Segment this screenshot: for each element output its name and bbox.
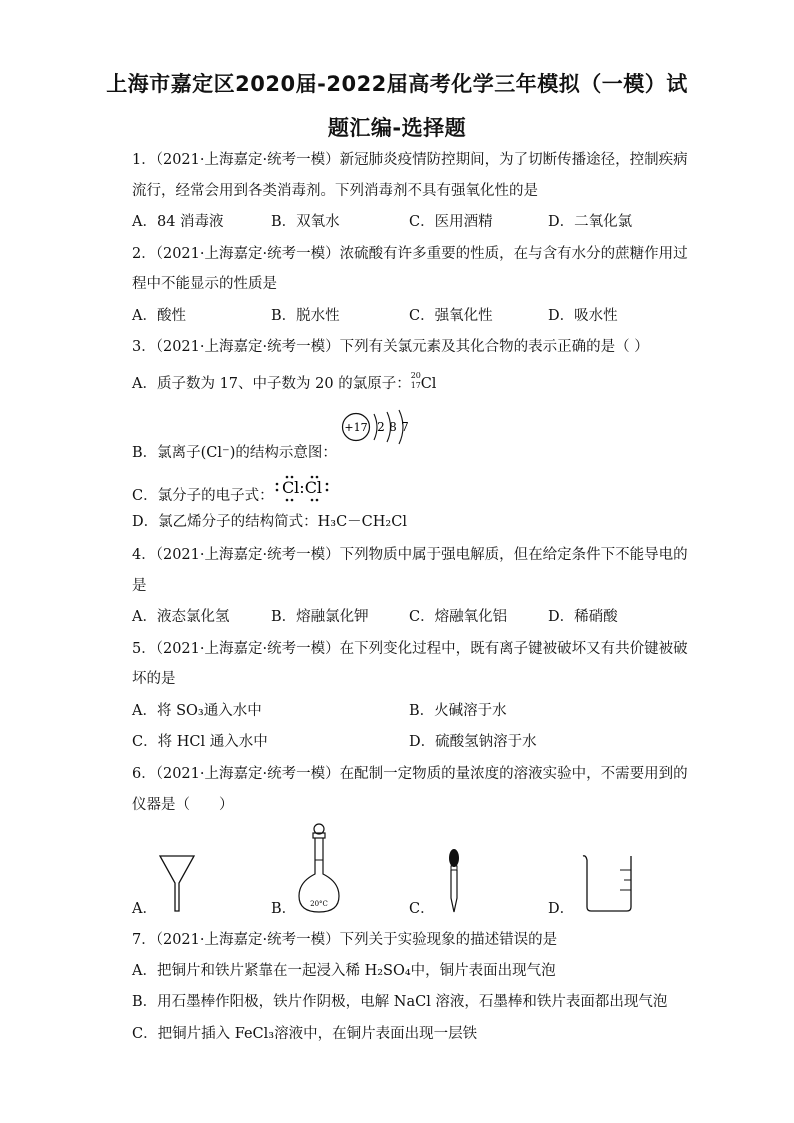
chlorine-molecule-formula: Cl:Cl xyxy=(281,478,323,497)
shell-electron-count-2: 8 xyxy=(389,420,397,434)
question-2-option-c: C．强氧化性 xyxy=(409,308,493,324)
question-6-option-c: C． xyxy=(409,901,435,917)
question-5-option-a: A．将 SO₃通入水中 xyxy=(132,703,262,719)
question-1-option-a: A．84 消毒液 xyxy=(132,214,224,230)
question-3-stem: 3．（2021·上海嘉定·统考一模）下列有关氯元素及其化合物的表示正确的是（ ） xyxy=(132,339,649,355)
question-6-option-d: D． xyxy=(548,901,575,917)
question-7-option-c: C．把铜片插入 FeCl₃溶液中，在铜片表面出现一层铁 xyxy=(132,1026,478,1042)
question-4-stem-line-2: 是 xyxy=(132,578,147,594)
question-1-option-c: C．医用酒精 xyxy=(409,214,493,230)
question-2-stem-line-2: 程中不能显示的性质是 xyxy=(132,276,277,292)
chlorine-electron-dot-formula xyxy=(273,472,331,504)
flask-temperature-label: 20°C xyxy=(310,900,328,908)
question-2-option-b: B．脱水性 xyxy=(271,308,340,324)
question-6-stem-line-2: 仪器是（ ） xyxy=(132,797,234,813)
nucleus-charge: +17 xyxy=(344,421,368,434)
document-title-line-1: 上海市嘉定区2020届-2022届高考化学三年模拟（一模）试 xyxy=(106,72,688,96)
question-4-option-d: D．稀硝酸 xyxy=(548,609,618,625)
question-3-option-d: D．氯乙烯分子的结构简式：H₃C－CH₂Cl xyxy=(132,514,407,530)
question-1-option-b: B．双氧水 xyxy=(271,214,340,230)
shell-electron-count-1: 2 xyxy=(377,420,385,434)
question-6-option-b: B． xyxy=(271,901,297,917)
question-4-stem-line-1: 4．（2021·上海嘉定·统考一模）下列物质中属于强电解质，但在给定条件下不能导电的 xyxy=(132,547,688,563)
dropper-icon xyxy=(444,848,464,916)
mass-number: 20 xyxy=(410,371,421,380)
question-5-stem-line-2: 坏的是 xyxy=(132,671,176,687)
question-1-stem-line-2: 流行，经常会用到各类消毒剂。下列消毒剂不具有强氧化性的是 xyxy=(132,183,538,199)
question-6-stem-line-1: 6．（2021·上海嘉定·统考一模）在配制一定物质的量浓度的溶液实验中，不需要用到的 xyxy=(132,766,688,782)
question-2-option-d: D．吸水性 xyxy=(548,308,618,324)
question-3-option-c-text: C．氯分子的电子式： xyxy=(132,488,274,504)
question-3-option-a xyxy=(132,371,437,394)
question-2-option-a: A．酸性 xyxy=(132,308,186,324)
nuclide-notation xyxy=(410,371,421,392)
question-3-option-b: B．氯离子(Cl⁻)的结构示意图： xyxy=(132,445,337,461)
question-7-stem: 7．（2021·上海嘉定·统考一模）下列关于实验现象的描述错误的是 xyxy=(132,932,558,948)
document-title-line-2: 题汇编-选择题 xyxy=(327,116,467,140)
question-5-stem-line-1: 5．（2021·上海嘉定·统考一模）在下列变化过程中，既有离子键被破坏又有共价键被破 xyxy=(132,641,688,657)
question-2-stem-line-1: 2．（2021·上海嘉定·统考一模）浓硫酸有许多重要的性质，在与含有水分的蔗糖作用过 xyxy=(132,246,688,262)
question-5-option-d: D．硫酸氢钠溶于水 xyxy=(409,734,537,750)
question-4-option-a: A．液态氯化氢 xyxy=(132,609,230,625)
atomic-number: 17 xyxy=(410,381,421,390)
question-1-option-d: D．二氧化氯 xyxy=(548,214,633,230)
question-3-option-a-text: A．质子数为 17、中子数为 20 的氯原子： xyxy=(132,376,411,392)
funnel-icon xyxy=(157,853,197,915)
question-6-option-a: A． xyxy=(132,901,157,917)
element-symbol: Cl xyxy=(420,376,437,392)
chloride-ion-structure-diagram xyxy=(336,404,422,450)
shell-electron-count-3: 7 xyxy=(401,420,409,434)
beaker-icon xyxy=(580,852,638,914)
question-4-option-b: B．熔融氯化钾 xyxy=(271,609,369,625)
question-5-option-b: B．火碱溶于水 xyxy=(409,703,507,719)
question-3-option-c xyxy=(132,486,274,506)
question-7-option-a: A．把铜片和铁片紧靠在一起浸入稀 H₂SO₄中，铜片表面出现气泡 xyxy=(132,963,556,979)
question-4-option-c: C．熔融氧化铝 xyxy=(409,609,508,625)
volumetric-flask-icon xyxy=(296,822,344,916)
question-5-option-c: C．将 HCl 通入水中 xyxy=(132,734,268,750)
question-1-stem-line-1: 1．（2021·上海嘉定·统考一模）新冠肺炎疫情防控期间，为了切断传播途径，控制疾病 xyxy=(132,152,688,168)
question-7-option-b: B．用石墨棒作阳极，铁片作阴极，电解 NaCl 溶液，石墨棒和铁片表面都出现气泡 xyxy=(132,994,668,1010)
